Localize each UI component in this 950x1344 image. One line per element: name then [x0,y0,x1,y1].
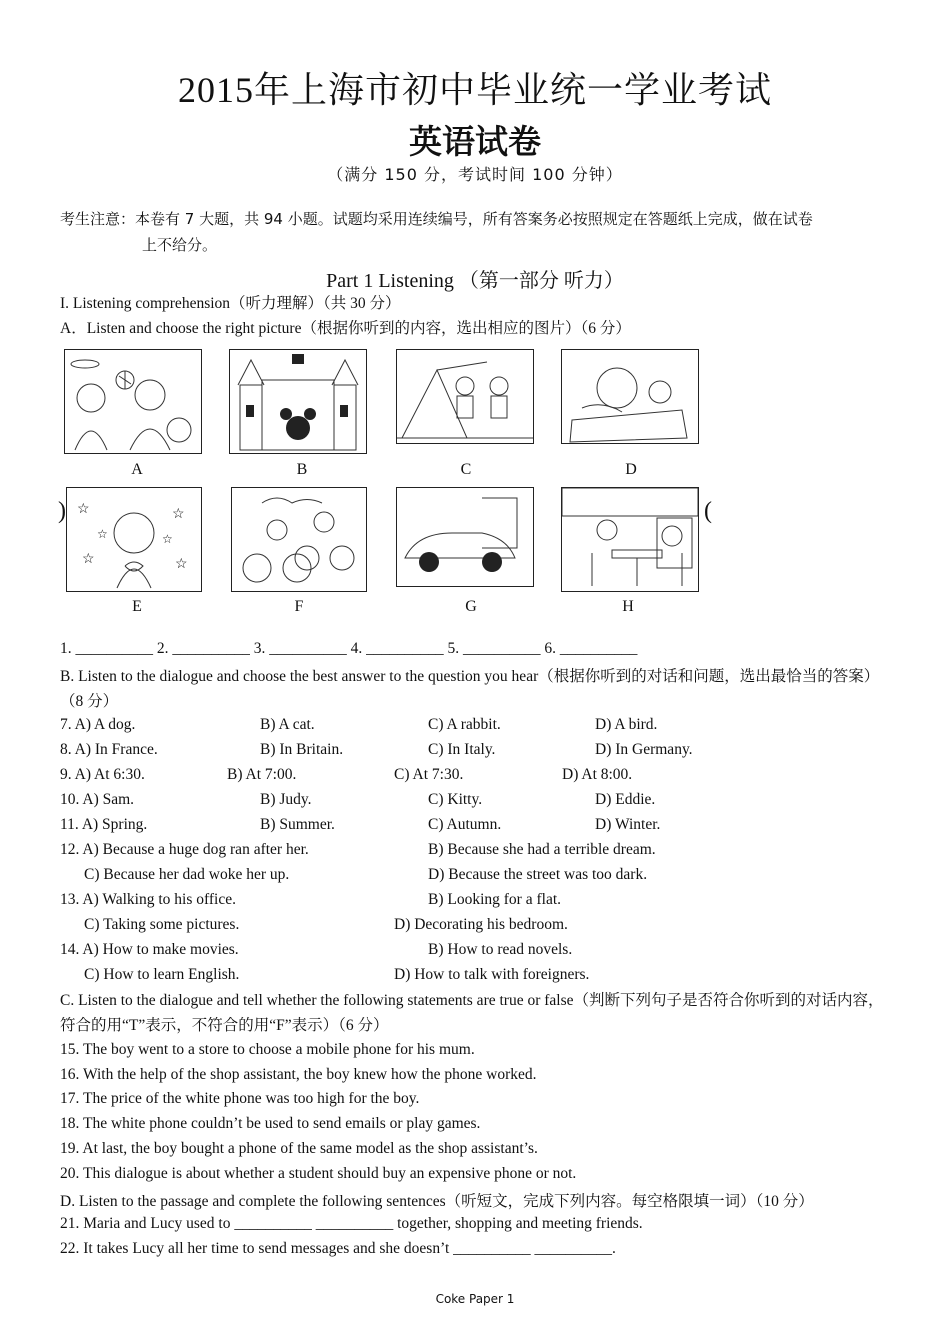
cafe-couple-icon [562,488,698,591]
q9-d: D) At 8:00. [562,766,633,783]
q13-d: D) Decorating his bedroom. [394,916,568,933]
svg-text:☆: ☆ [82,552,95,567]
statement-19: 19. At last, the boy bought a phone of the same model as the shop assistant’s. [60,1140,538,1157]
picture-label-h: H [622,598,634,615]
q13-b: B) Looking for a flat. [428,891,562,908]
car-icon [397,488,533,586]
q13-c: C) Taking some pictures. [84,916,240,933]
q13-a: 13. A) Walking to his office. [60,891,236,908]
q9-c: C) At 7:30. [394,766,464,783]
picture-b [229,349,367,454]
sick-boy-icon [562,350,698,443]
picture-label-a: A [131,461,143,478]
svg-text:☆: ☆ [77,502,90,517]
section-b-heading: B. Listen to the dialogue and choose the best answer to the question you hear（根据你听到的对话和问题，选出最恰当的答案）（8 分） [60,668,880,710]
sentence-22: 22. It takes Lucy all her time to send messages and she doesn’t __________ __________. [60,1240,616,1257]
svg-text:☆: ☆ [175,557,188,572]
q14-a: 14. A) How to make movies. [60,941,239,958]
svg-text:☆: ☆ [97,527,108,541]
candidate-notice [60,206,895,258]
q8-a: 8. A) In France. [60,741,158,758]
picture-f [231,487,367,592]
q9-b: B) At 7:00. [227,766,297,783]
q8-c: C) In Italy. [428,741,496,758]
q12-b: B) Because she had a terrible dream. [428,841,656,858]
picture-h [561,487,699,592]
picture-g [396,487,534,587]
svg-text:☆: ☆ [172,507,185,522]
statement-16: 16. With the help of the shop assistant, the boy knew how the phone worked. [60,1066,537,1083]
section-a-heading: A．Listen and choose the right picture（根据你听到的内容，选出相应的图片）（6 分） [60,320,631,337]
picture-e [66,487,202,592]
picture-d [561,349,699,444]
exam-subtitle: 英语试卷 [409,125,541,161]
picture-label-g: G [465,598,477,615]
q8-b: B) In Britain. [260,741,344,758]
castle-icon [230,350,366,453]
q10-b: B) Judy. [260,791,312,808]
notice-line-2: 上不给分。 [142,236,218,254]
q14-d: D) How to talk with foreigners. [394,966,590,983]
girl-stars-icon [67,488,201,591]
right-paren: ( [704,498,712,524]
q11-a: 11. A) Spring. [60,816,148,833]
q10-d: D) Eddie. [595,791,656,808]
tent-kids-icon [397,350,533,443]
q11-d: D) Winter. [595,816,661,833]
section-i-heading: I. Listening comprehension（听力理解）（共 30 分） [60,295,401,312]
q9-a: 9. A) At 6:30. [60,766,145,783]
q12-d: D) Because the street was too dark. [428,866,648,883]
left-paren: ) [58,498,66,524]
section-c-heading: C. Listen to the dialogue and tell whether the following statements are true or false（判断下列句子是否符合你听到的对话内容，符合的用“T”表示，不符合的用“F”表示）（6 分） [60,992,884,1034]
sentence-21: 21. Maria and Lucy used to __________ __________ together, shopping and meeting friends. [60,1215,643,1232]
q7-b: B) A cat. [260,716,315,733]
part-title: Part 1 Listening （第一部分 听力） [326,270,624,292]
kids-basketball-icon [65,350,201,453]
notice-line-1: 考生注意：本卷有 7 大题，共 94 小题。试题均采用连续编号，所有答案务必按照规定在答题纸上完成，做在试卷 [60,210,813,228]
statement-18: 18. The white phone couldn’t be used to send emails or play games. [60,1115,481,1132]
picture-label-f: F [294,598,304,615]
q11-c: C) Autumn. [428,816,502,833]
q8-d: D) In Germany. [595,741,693,758]
answer-blanks: 1. __________ 2. __________ 3. __________ 4. __________ 5. __________ 6. __________ [60,640,638,657]
statement-17: 17. The price of the white phone was too high for the boy. [60,1090,420,1107]
q7-d: D) A bird. [595,716,658,733]
section-d-heading: D. Listen to the passage and complete the following sentences（听短文，完成下列内容。每空格限填一词）（10 分） [60,1193,814,1210]
picture-label-e: E [132,598,142,615]
svg-text:☆: ☆ [162,532,173,546]
q11-b: B) Summer. [260,816,335,833]
page-footer: Coke Paper 1 [435,1292,515,1306]
q12-c: C) Because her dad woke her up. [84,866,290,883]
statement-15: 15. The boy went to a store to choose a mobile phone for his mum. [60,1041,475,1058]
picture-label-c: C [460,461,472,478]
q14-b: B) How to read novels. [428,941,573,958]
score-time: （满分 150 分，考试时间 100 分钟） [327,165,623,184]
picture-label-b: B [296,461,308,478]
q12-a: 12. A) Because a huge dog ran after her. [60,841,309,858]
exam-title: 2015年上海市初中毕业统一学业考试 [177,70,772,110]
picture-c [396,349,534,444]
q14-c: C) How to learn English. [84,966,240,983]
q10-a: 10. A) Sam. [60,791,135,808]
q7-c: C) A rabbit. [428,716,501,733]
statement-20: 20. This dialogue is about whether a student should buy an expensive phone or not. [60,1165,577,1182]
q10-c: C) Kitty. [428,791,483,808]
q7-a: 7. A) A dog. [60,716,136,733]
picture-label-d: D [625,461,637,478]
cycling-kids-icon [232,488,366,591]
picture-a [64,349,202,454]
